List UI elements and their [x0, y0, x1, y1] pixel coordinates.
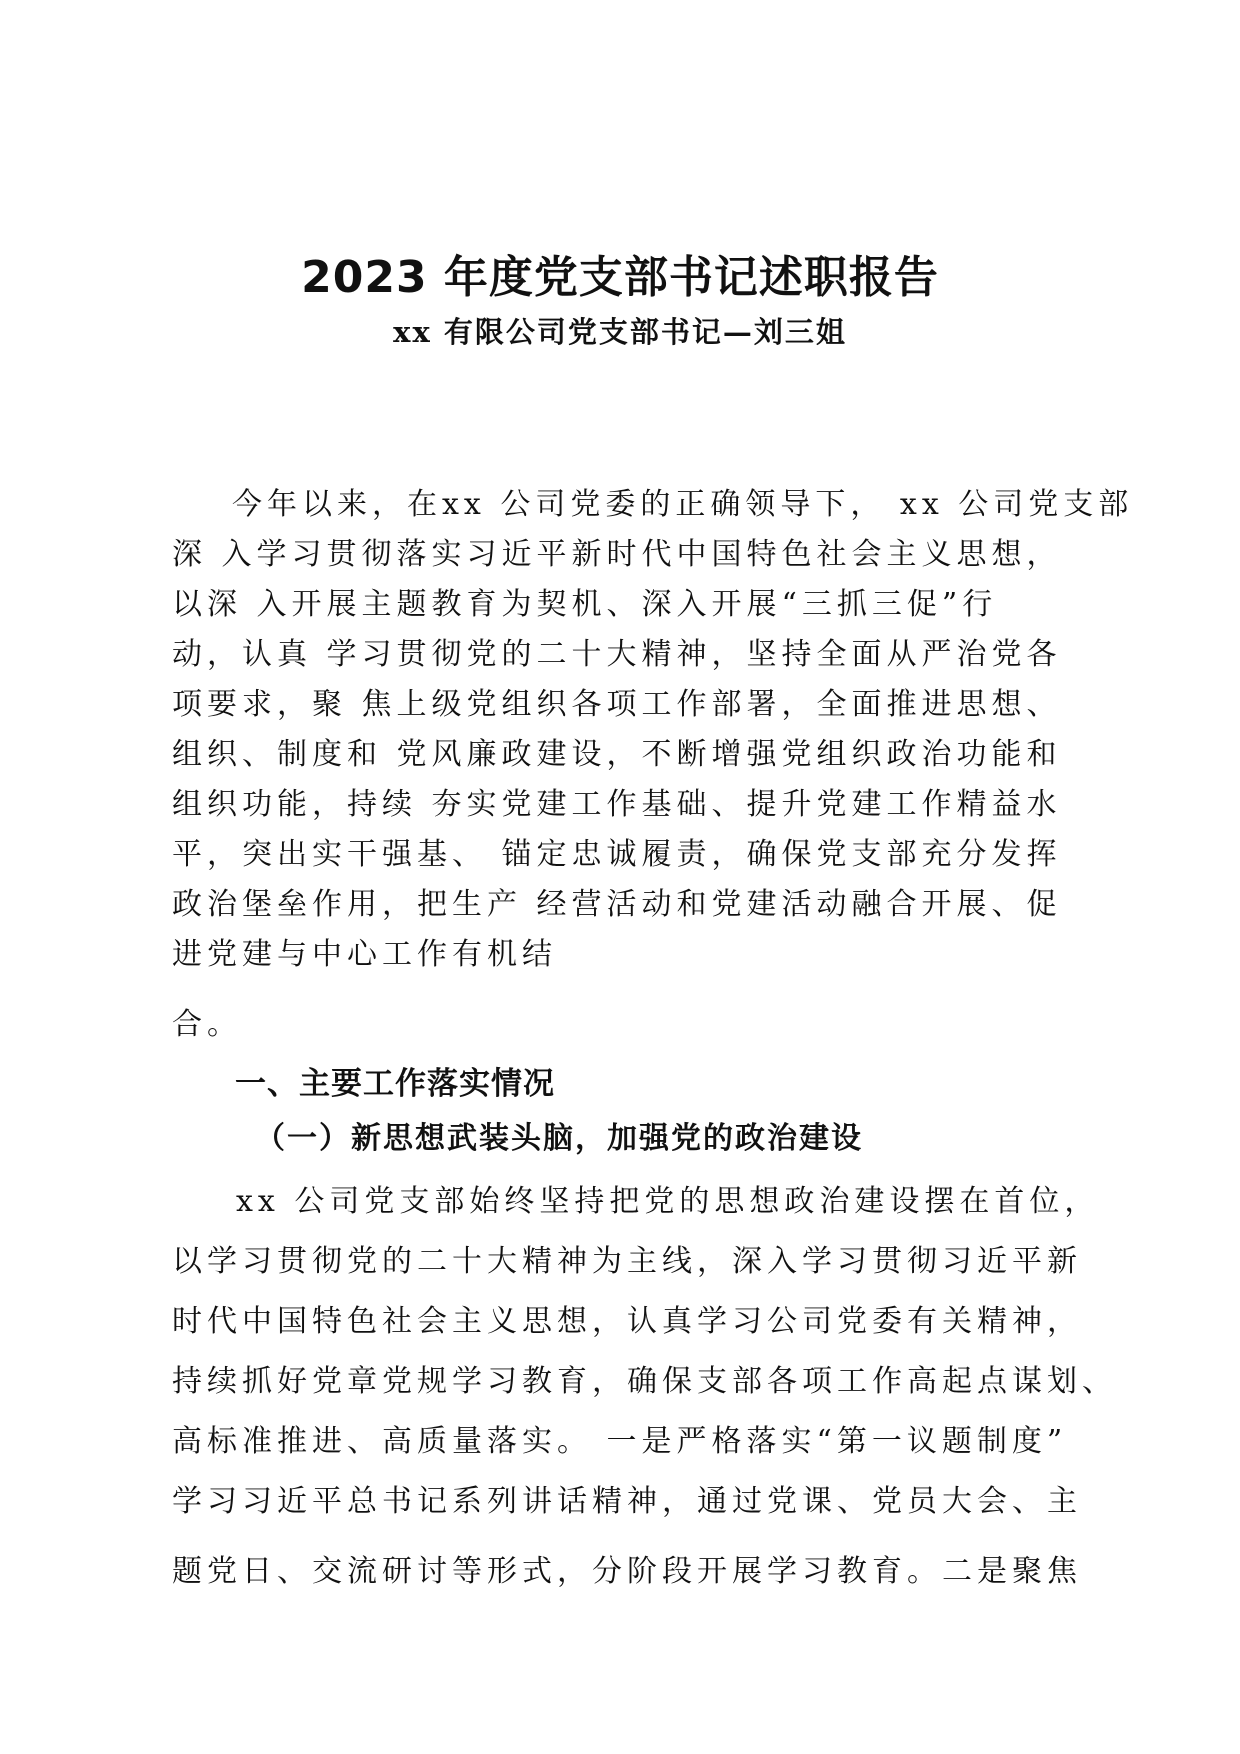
intro-line: 项要求，聚 焦上级党组织各项工作部署，全面推进思想、 — [172, 687, 1062, 722]
body-line: xx 公司党支部始终坚持把党的思想政治建设摆在首位， — [236, 1184, 1100, 1219]
document-subtitle: xx 有限公司党支部书记—刘三姐 — [393, 315, 847, 349]
body-line: 以学习贯彻党的二十大精神为主线，深入学习贯彻习近平新 — [172, 1244, 1082, 1279]
intro-line: 今年以来，在xx 公司党委的正确领导下， xx 公司党支部 — [232, 487, 1134, 522]
document-title: 2023 年度党支部书记述职报告 — [301, 252, 939, 303]
body-line: 题党日、交流研讨等形式，分阶段开展学习教育。二是聚焦 — [172, 1554, 1082, 1589]
subsection-heading: （一）新思想武装头脑，加强党的政治建设 — [255, 1121, 863, 1156]
body-line: 学习习近平总书记系列讲话精神，通过党课、党员大会、主 — [172, 1484, 1082, 1519]
intro-line: 进党建与中心工作有机结 — [172, 937, 557, 972]
intro-line: 动，认真 学习贯彻党的二十大精神，坚持全面从严治党各 — [172, 637, 1062, 672]
intro-line: 组织功能，持续 夯实党建工作基础、提升党建工作精益水 — [172, 787, 1062, 822]
intro-line: 平，突出实干强基、 锚定忠诚履责，确保党支部充分发挥 — [172, 837, 1062, 872]
body-line: 高标准推进、高质量落实。 一是严格落实“第一议题制度” — [172, 1424, 1068, 1459]
intro-line: 组织、制度和 党风廉政建设，不断增强党组织政治功能和 — [172, 737, 1062, 772]
intro-line: 深 入学习贯彻落实习近平新时代中国特色社会主义思想， — [172, 537, 1062, 572]
intro-line: 以深 入开展主题教育为契机、深入开展“三抓三促”行 — [172, 587, 998, 622]
body-line: 持续抓好党章党规学习教育，确保支部各项工作高起点谋划、 — [172, 1364, 1117, 1399]
section-heading: 一、主要工作落实情况 — [235, 1066, 555, 1102]
intro-line: 政治堡垒作用，把生产 经营活动和党建活动融合开展、促 — [172, 887, 1062, 922]
body-line: 时代中国特色社会主义思想，认真学习公司党委有关精神， — [172, 1304, 1082, 1339]
intro-line: 合。 — [172, 1007, 242, 1042]
